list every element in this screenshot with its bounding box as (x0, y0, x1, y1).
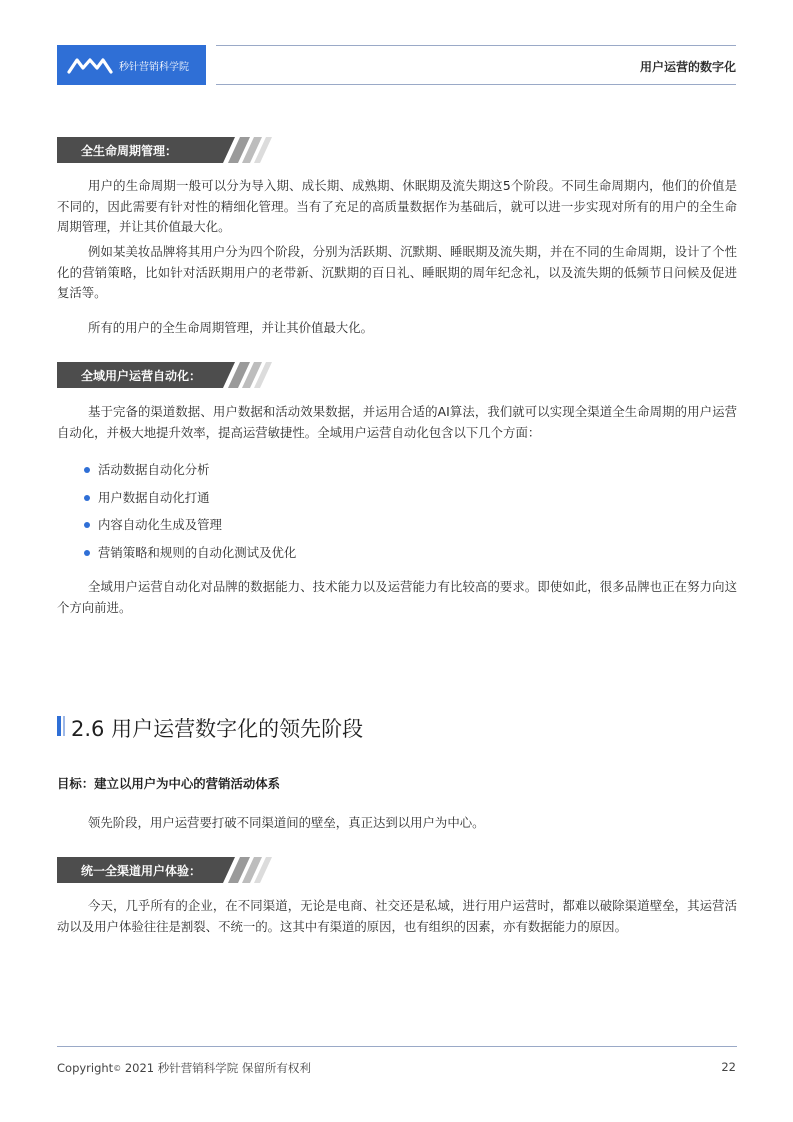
section-tag-label: 全域用户运营自动化： (81, 369, 202, 383)
footer-divider (57, 1046, 737, 1047)
list-item: 活动数据自动化分析 (83, 460, 296, 488)
copyright-word: Copyright (57, 1061, 114, 1075)
paragraph-leading-intro: 领先阶段，用户运营要打破不同渠道间的壁垒，真正达到以用户为中心。 (88, 815, 485, 830)
page-number: 22 (721, 1060, 736, 1074)
header-divider-top (216, 45, 736, 46)
goal-statement: 目标：建立以用户为中心的营销活动体系 (57, 776, 281, 791)
section-tag-lifecycle (57, 137, 277, 163)
section-tag-label: 统一全渠道用户体验： (81, 864, 202, 878)
copyright-text: 2021 秒针营销科学院 保留所有权利 (121, 1061, 311, 1075)
section-tag-unified-experience (57, 857, 277, 883)
paragraph-unified-experience: 今天，几乎所有的企业，在不同渠道，无论是电商、社交还是私域，进行用户运营时，都难以破除渠道壁垒，其运营活动以及用户体验往往是割裂、不统一的。这其中有渠道的原因，也有组织的因素，亦有数据能力的原因。 (57, 898, 737, 934)
list-item: 内容自动化生成及管理 (83, 515, 296, 543)
heading-accent-bar-light (63, 716, 65, 736)
footer-copyright (57, 1060, 311, 1076)
paragraph-automation-intro: 基于完备的渠道数据、用户数据和活动效果数据，并运用合适的AI算法，我们就可以实现全渠道全生命周期的用户运营自动化，并极大地提升效率，提高运营敏捷性。全域用户运营自动化包含以下几个方面： (57, 404, 737, 440)
header-title: 用户运营的数字化 (639, 60, 736, 74)
paragraph-lifecycle-1: 用户的生命周期一般可以分为导入期、成长期、成熟期、休眠期及流失期这5个阶段。不同生命周期内，他们的价值是不同的，因此需要有针对性的精细化管理。当有了充足的高质量数据作为基础后，就可以进一步实现对所有的用户的全生命周期管理，并让其价值最大化。 (57, 178, 737, 234)
brand-logo-text: 秒针营销科学院 (119, 61, 189, 73)
paragraph-lifecycle-2: 例如某美妆品牌将其用户分为四个阶段，分别为活跃期、沉默期、睡眠期及流失期，并在不同的生命周期，设计了个性化的营销策略，比如针对活跃期用户的老带新、沉默期的百日礼、睡眠期的周年纪念礼，以及流失期的低频节日问候及促进复活等。 (57, 244, 737, 300)
brand-logo (57, 45, 206, 85)
copyright-symbol: © (113, 1064, 122, 1073)
brand-logo-icon (67, 54, 113, 76)
section-tag-label: 全生命周期管理： (81, 144, 178, 158)
heading-accent-bar (57, 716, 61, 736)
section-tag-automation (57, 362, 277, 388)
list-item: 营销策略和规则的自动化测试及优化 (83, 543, 296, 571)
section-heading: 2.6 用户运营数字化的领先阶段 (71, 717, 364, 741)
paragraph-lifecycle-3: 所有的用户的全生命周期管理，并让其价值最大化。 (88, 320, 373, 335)
header-divider-bottom (216, 84, 736, 85)
list-item: 用户数据自动化打通 (83, 488, 296, 516)
paragraph-automation-outro: 全域用户运营自动化对品牌的数据能力、技术能力以及运营能力有比较高的要求。即使如此，很多品牌也正在努力向这个方向前进。 (57, 579, 737, 615)
automation-bullet-list (83, 460, 296, 570)
